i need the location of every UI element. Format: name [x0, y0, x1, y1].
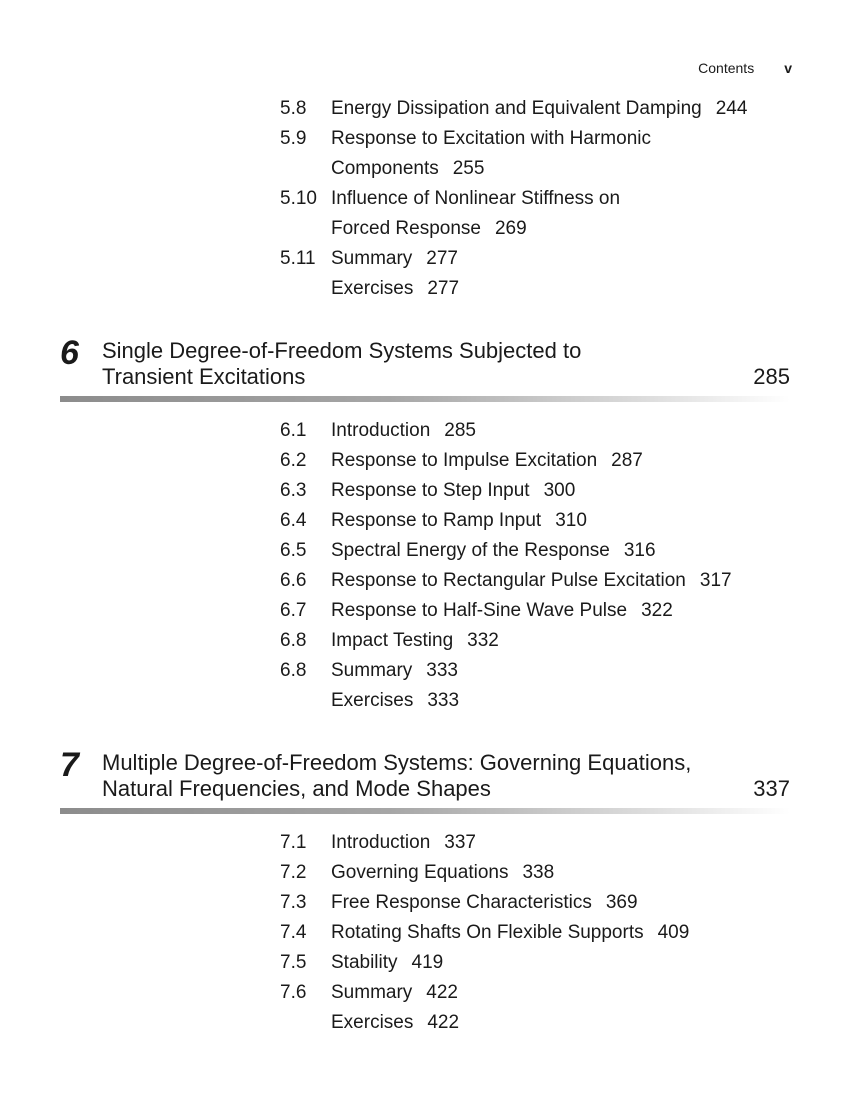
section-title: Exercises [331, 1012, 414, 1033]
section-page: 333 [426, 660, 458, 681]
section-page: 409 [657, 922, 690, 943]
section-title: Introduction [331, 420, 431, 441]
section-title: Rotating Shafts On Flexible Supports [331, 922, 644, 943]
section-page: 285 [444, 420, 476, 441]
chapter-rule [60, 396, 790, 402]
section-number: 6.3 [280, 480, 307, 501]
section-number: 6.6 [280, 570, 307, 591]
section-title: Introduction [331, 832, 431, 853]
section-title: Response to Step Input [331, 480, 530, 501]
section-page: 419 [411, 952, 444, 973]
section-title: Energy Dissipation and Equivalent Damping [331, 98, 702, 119]
section-page: 316 [623, 540, 656, 561]
section-page: 317 [699, 570, 732, 591]
section-number: 7.2 [280, 862, 307, 883]
section-number: 7.3 [280, 892, 307, 913]
section-number: 7.1 [280, 832, 307, 853]
section-title-line2: Components [331, 158, 439, 179]
section-title: Response to Ramp Input [331, 510, 542, 531]
section-number: 6.1 [280, 420, 307, 441]
section-page: 244 [715, 98, 748, 119]
section-title: Summary [331, 248, 413, 269]
page-number: v [784, 60, 792, 76]
section-page: 300 [543, 480, 576, 501]
section-title: Response to Impulse Excitation [331, 450, 598, 471]
section-title: Influence of Nonlinear Stiffness on [331, 188, 621, 209]
section-title: Governing Equations [331, 862, 509, 883]
chapter-title-line1: Single Degree-of-Freedom Systems Subjected to [102, 338, 582, 363]
section-title: Exercises [331, 690, 414, 711]
section-number: 7.5 [280, 952, 307, 973]
section-number: 6.2 [280, 450, 307, 471]
chapter-page: 337 [753, 776, 790, 801]
section-title: Free Response Characteristics [331, 892, 592, 913]
section-title: Response to Excitation with Harmonic [331, 128, 651, 149]
section-page: 277 [426, 248, 458, 269]
section-page: 338 [522, 862, 555, 883]
chapter-title-line2: Transient Excitations [102, 364, 306, 389]
section-title: Summary [331, 982, 413, 1003]
section-page: 332 [467, 630, 499, 651]
section-number: 6.8 [280, 630, 307, 651]
section-page: 422 [426, 982, 458, 1003]
section-number: 5.10 [280, 188, 317, 209]
running-head [698, 60, 792, 76]
section-number: 6.4 [280, 510, 307, 531]
section-number: 5.11 [280, 248, 316, 269]
section-number: 5.8 [280, 98, 307, 119]
section-page: 269 [494, 218, 527, 239]
section-title: Response to Half-Sine Wave Pulse [331, 600, 628, 621]
section-title: Spectral Energy of the Response [331, 540, 610, 561]
section-page: 287 [611, 450, 643, 471]
section-title: Response to Rectangular Pulse Excitation [331, 570, 686, 591]
section-title: Summary [331, 660, 413, 681]
section-page: 322 [641, 600, 673, 621]
section-number: 6.8 [280, 660, 307, 681]
chapter-rule [60, 808, 790, 814]
chapter-page: 285 [753, 364, 790, 389]
section-title-line2: Forced Response [331, 218, 481, 239]
section-number: 7.6 [280, 982, 307, 1003]
section-title: Stability [331, 952, 398, 973]
chapter-number: 6 [60, 334, 79, 372]
section-number: 5.9 [280, 128, 307, 149]
section-page: 337 [444, 832, 476, 853]
section-number: 7.4 [280, 922, 307, 943]
chapter-title-line1: Multiple Degree-of-Freedom Systems: Governing Equations, [102, 750, 692, 775]
section-page: 255 [452, 158, 485, 179]
chapter-title-line2: Natural Frequencies, and Mode Shapes [102, 776, 491, 801]
section-page: 422 [427, 1012, 460, 1033]
section-number: 6.7 [280, 600, 307, 621]
chapter-number: 7 [60, 746, 79, 784]
section-page: 369 [605, 892, 638, 913]
section-title: Impact Testing [331, 630, 454, 651]
section-title: Exercises [331, 278, 414, 299]
running-head-title: Contents [698, 60, 755, 76]
section-number: 6.5 [280, 540, 307, 561]
section-page: 277 [427, 278, 460, 299]
section-page: 333 [427, 690, 460, 711]
section-page: 310 [555, 510, 587, 531]
